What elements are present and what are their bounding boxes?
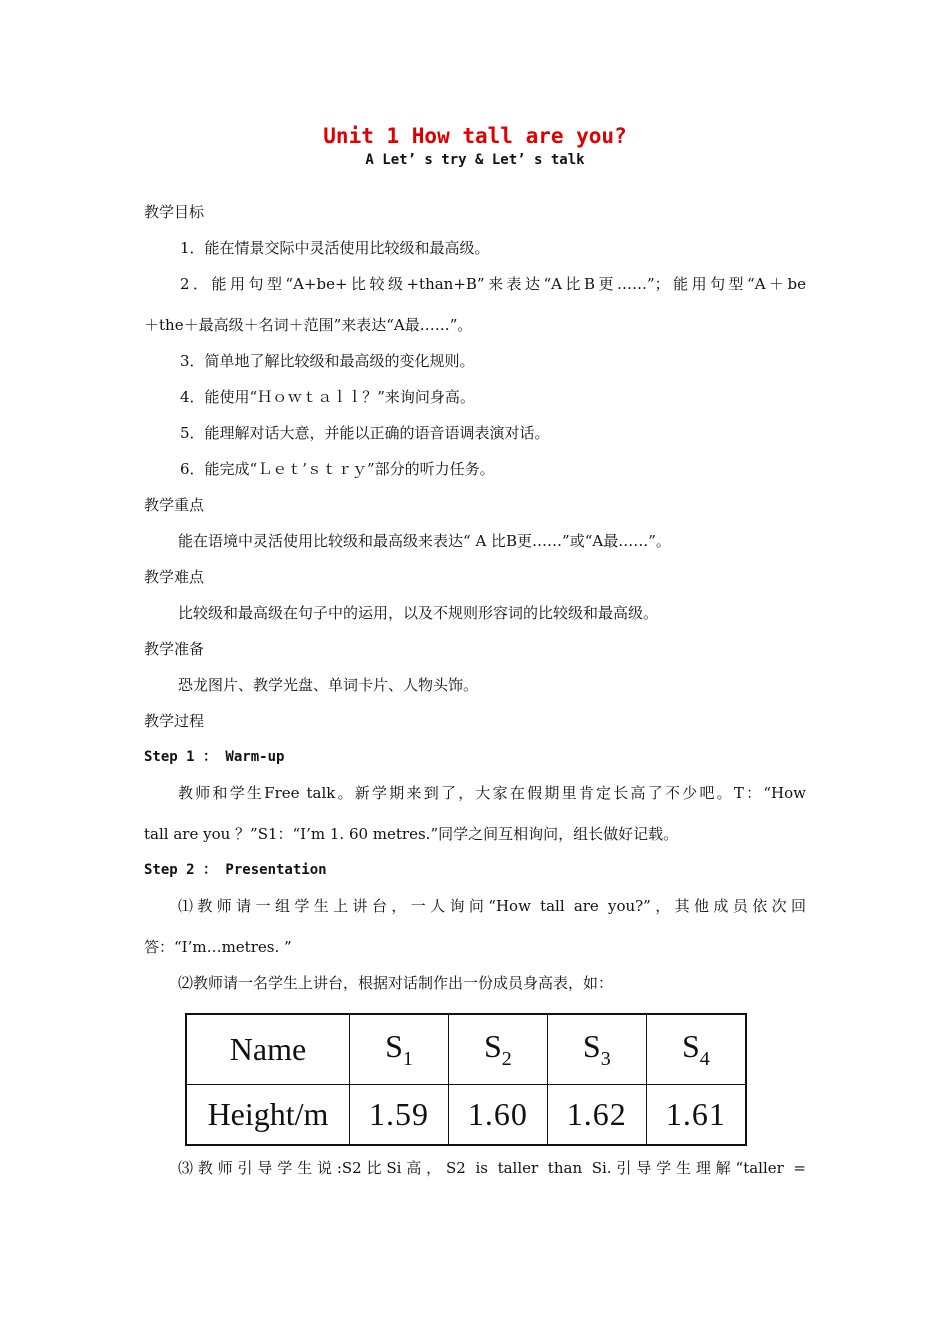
key-points-heading: 教学重点 <box>144 496 205 514</box>
table-cell-student: $S_4$ <box>646 1014 746 1084</box>
goal-item: ＋the＋最高级＋名词＋范围”来表达“A最……”。 <box>144 316 473 334</box>
table-cell-height: 1.61 <box>646 1084 746 1145</box>
goal-item: 5．能理解对话大意，并能以正确的语音语调表演对话。 <box>180 424 550 442</box>
process-heading: 教学过程 <box>144 712 205 730</box>
goals-heading: 教学目标 <box>144 203 205 221</box>
step-2-heading: Step 2 ： Presentation <box>144 862 327 878</box>
table-cell-student: $S_1$ <box>350 1014 449 1084</box>
document-title: Unit 1 How tall are you? <box>323 124 627 148</box>
preparation-heading: 教学准备 <box>144 640 205 658</box>
height-table <box>185 1013 747 1146</box>
goal-item: 2．能用句型“A+be+比较级+than+B”来表达“A比B更……”；能用句型“A＋be <box>180 275 806 293</box>
goal-item: 1．能在情景交际中灵活使用比较级和最高级。 <box>180 239 490 257</box>
step-1-text-line: 教师和学生Free talk。新学期来到了，大家在假期里肯定长高了不少吧。T：“How <box>178 784 806 802</box>
table-row <box>186 1014 746 1084</box>
table-cell-height-label: Height/m <box>186 1084 350 1145</box>
table-row <box>186 1084 746 1145</box>
step-2-paragraph: 答：“I’m…metres. ” <box>144 938 292 956</box>
document-subtitle: A Let’ s try & Let’ s talk <box>365 152 585 168</box>
table-cell-height: 1.62 <box>547 1084 646 1145</box>
difficulties-text: 比较级和最高级在句子中的运用，以及不规则形容词的比较级和最高级。 <box>178 604 659 622</box>
step-2-paragraph: ⑶教师引导学生说:S2比Si高，S2 is taller than Si.引导学生理解“taller = <box>178 1159 806 1177</box>
step-2-paragraph: ⑵教师请一名学生上讲台，根据对话制作出一份成员身高表，如： <box>178 974 614 992</box>
table-cell-name-label: Name <box>186 1014 350 1084</box>
table-cell-student: $S_2$ <box>448 1014 547 1084</box>
key-points-text: 能在语境中灵活使用比较级和最高级来表达“ A 比B更……”或“A最……”。 <box>178 532 671 550</box>
table-cell-height: 1.59 <box>350 1084 449 1145</box>
step-1-text-line: tall are you ？”S1：“I’m 1. 60 metres.”同学之间互相询问，组长做好记载。 <box>144 825 679 843</box>
table-cell-student: $S_3$ <box>547 1014 646 1084</box>
goal-item: 4．能使用“Ｈｏｗｔａｌｌ？”来询问身高。 <box>180 388 475 406</box>
preparation-text: 恐龙图片、教学光盘、单词卡片、人物头饰。 <box>178 676 479 694</box>
goal-item: 3．简单地了解比较级和最高级的变化规则。 <box>180 352 475 370</box>
step-1-heading: Step 1 ： Warm-up <box>144 749 285 765</box>
goal-item: 6．能完成“Ｌｅｔ’ｓｔｒｙ”部分的听力任务。 <box>180 460 495 478</box>
table-cell-height: 1.60 <box>448 1084 547 1145</box>
difficulties-heading: 教学难点 <box>144 568 205 586</box>
step-2-paragraph: ⑴教师请一组学生上讲台，一人询问“How tall are you?”，其他成员依次回 <box>178 897 806 915</box>
